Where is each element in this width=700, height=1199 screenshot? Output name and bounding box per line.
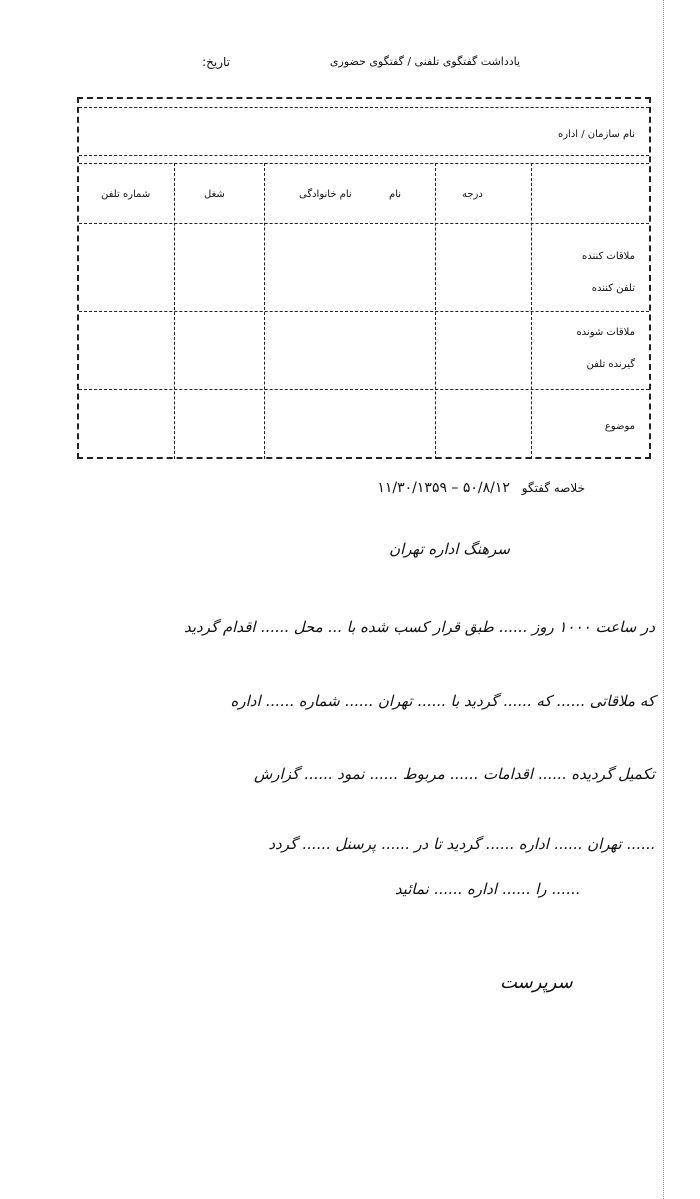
row-subject-label: موضوع bbox=[604, 421, 635, 432]
row-callee-label: ملاقات شونده bbox=[576, 327, 635, 338]
org-label: نام سازمان / اداره bbox=[557, 129, 635, 140]
call-record-table bbox=[77, 97, 651, 459]
time-value: ۵۰/۸/۱۲ – ۱۱/۳۰/۱۳۵۹ bbox=[377, 480, 510, 496]
letter-salutation: سرهنگ اداره تهران bbox=[389, 540, 510, 558]
col-job-header: شغل bbox=[204, 189, 225, 200]
letter-line: ...... تهران ...... اداره ...... گردید تا در ...... پرسنل ...... گردد bbox=[268, 835, 655, 853]
date-label: تاریخ: bbox=[202, 55, 230, 69]
form-title: یادداشت گفتگوی تلفنی / گفتگوی حضوری bbox=[329, 55, 521, 68]
col-phone-header: شماره تلفن bbox=[101, 189, 151, 200]
col-rank-header: درجه bbox=[462, 189, 483, 200]
letter-line: ...... را ...... اداره ...... نمائید bbox=[394, 880, 580, 898]
signature: سرپرست bbox=[500, 972, 573, 993]
time-label: خلاصه گفتگو bbox=[521, 481, 585, 495]
table-rule bbox=[79, 155, 649, 156]
conversation-meta bbox=[255, 480, 585, 496]
row-caller2-label: تلفن کننده bbox=[591, 283, 635, 294]
table-rule bbox=[79, 311, 649, 312]
letter-line: تکمیل گردیده ...... اقدامات ...... مربوط ...... نمود ...... گزارش bbox=[254, 765, 655, 783]
table-rule bbox=[79, 107, 649, 108]
col-name-header: نام bbox=[389, 189, 402, 200]
row-callee2-label: گیرنده تلفن bbox=[586, 359, 635, 370]
table-rule bbox=[79, 163, 649, 164]
page-edge-dots bbox=[663, 0, 664, 1199]
table-rule bbox=[79, 223, 649, 224]
letter-line: که ملاقاتی ...... که ...... گردید با ...... تهران ...... شماره ...... اداره bbox=[230, 692, 655, 710]
letter-line: در ساعت ۱۰۰۰ روز ...... طبق قرار کسب شده با ... محل ...... اقدام گردید bbox=[183, 618, 655, 636]
col-family-header: نام خانوادگی bbox=[299, 189, 352, 200]
row-caller-label: ملاقات کننده bbox=[581, 251, 635, 262]
table-rule bbox=[79, 389, 649, 390]
